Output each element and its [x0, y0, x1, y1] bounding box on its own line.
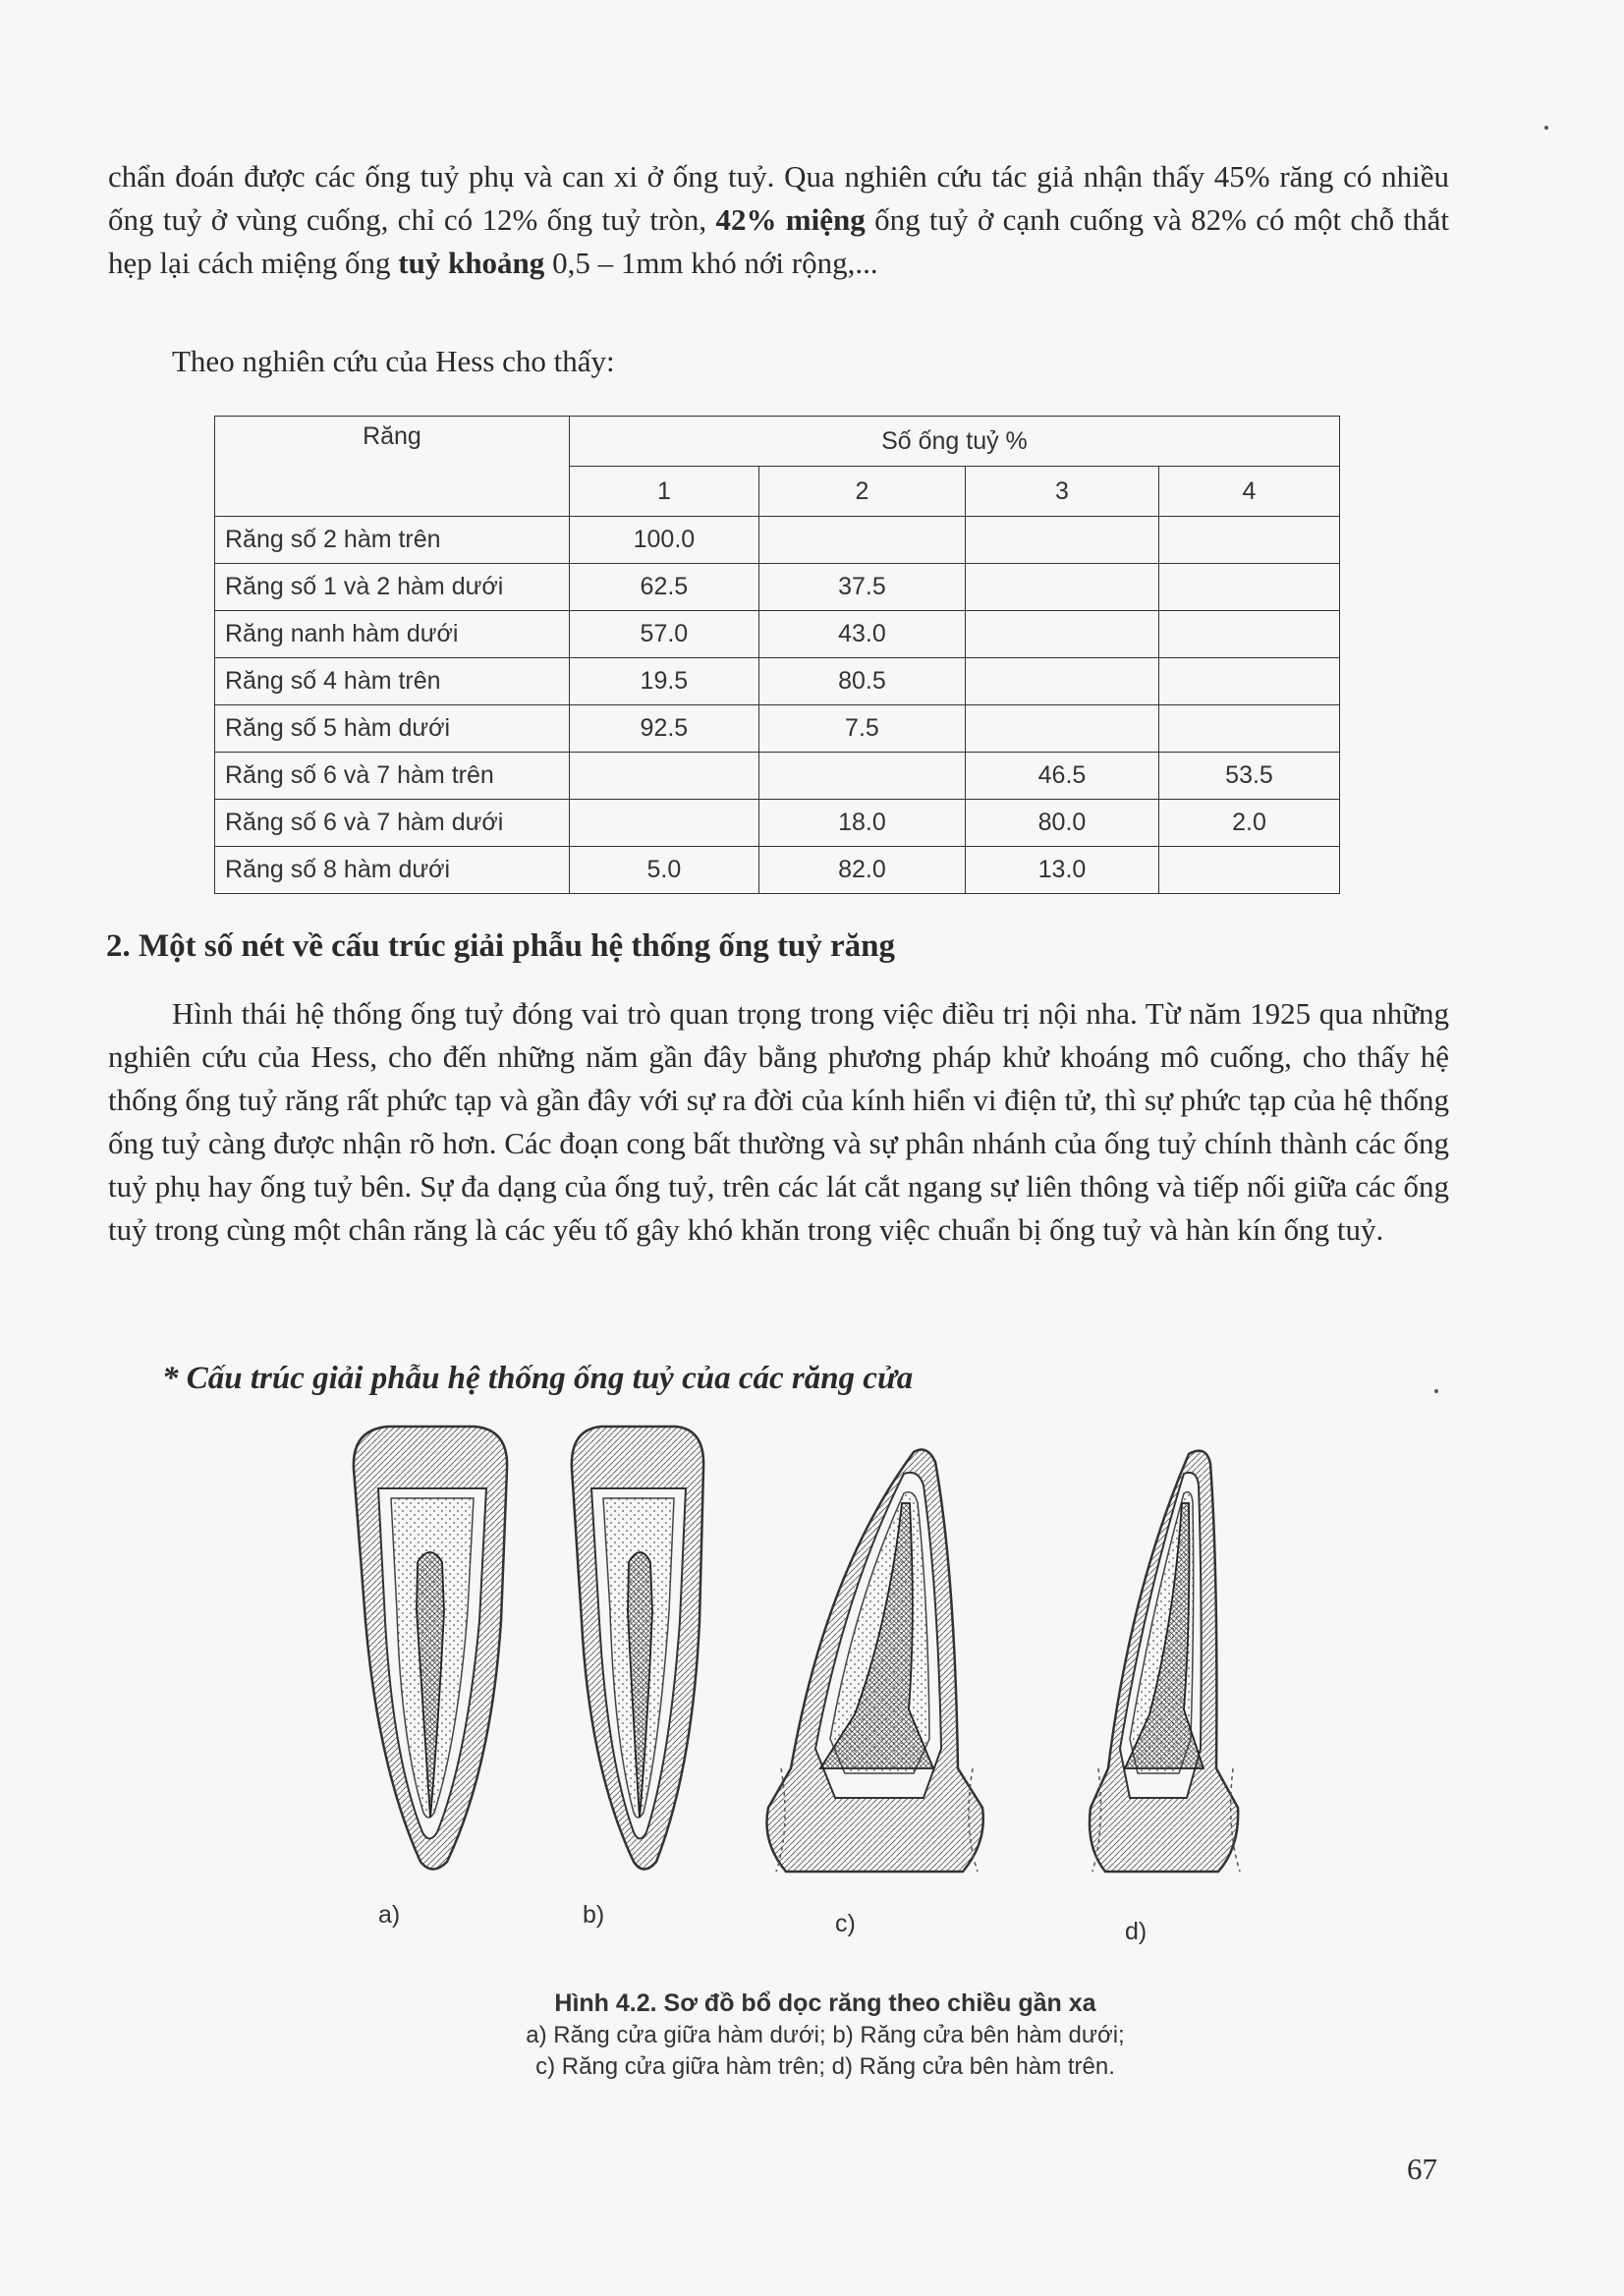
table-cell-value — [1159, 658, 1340, 705]
hess-canal-table — [214, 416, 1340, 894]
table-cell-value: 80.5 — [758, 658, 965, 705]
table-row — [215, 517, 1340, 564]
table-cell-value — [965, 564, 1158, 611]
table-subheader: 2 — [758, 467, 965, 517]
table-subheader: 4 — [1159, 467, 1340, 517]
table-cell-value: 7.5 — [758, 705, 965, 753]
table-cell-value — [1159, 611, 1340, 658]
table-row — [215, 753, 1340, 800]
table-cell-value: 53.5 — [1159, 753, 1340, 800]
table-cell-value — [569, 753, 758, 800]
table-cell-value: 2.0 — [1159, 800, 1340, 847]
table-cell-value: 57.0 — [569, 611, 758, 658]
table-cell-tooth-name: Răng số 4 hàm trên — [215, 658, 570, 705]
figure-label-b: b) — [583, 1901, 605, 1929]
table-cell-value: 13.0 — [965, 847, 1158, 894]
table-cell-value: 43.0 — [758, 611, 965, 658]
table-cell-value: 92.5 — [569, 705, 758, 753]
table-cell-value — [758, 753, 965, 800]
table-cell-value — [1159, 705, 1340, 753]
page-number: 67 — [1407, 2152, 1437, 2186]
table-cell-value — [1159, 847, 1340, 894]
table-cell-tooth-name: Răng số 8 hàm dưới — [215, 847, 570, 894]
table-cell-value — [965, 611, 1158, 658]
table-cell-value — [965, 517, 1158, 564]
table-cell-value: 62.5 — [569, 564, 758, 611]
table-cell-value: 37.5 — [758, 564, 965, 611]
table-cell-tooth-name: Răng số 5 hàm dưới — [215, 705, 570, 753]
table-cell-value — [569, 800, 758, 847]
table-row — [215, 564, 1340, 611]
table-row — [215, 611, 1340, 658]
subsection-heading: * Cấu trúc giải phẫu hệ thống ống tuỷ của các răng cửa — [162, 1361, 914, 1396]
table-cell-value: 80.0 — [965, 800, 1158, 847]
table-cell-value: 46.5 — [965, 753, 1158, 800]
paragraph-hess-intro: Theo nghiên cứu của Hess cho thấy: — [172, 344, 615, 378]
table-cell-tooth-name: Răng nanh hàm dưới — [215, 611, 570, 658]
table-cell-value: 18.0 — [758, 800, 965, 847]
table-row — [215, 658, 1340, 705]
paragraph-anatomy: Hình thái hệ thống ống tuỷ đóng vai trò quan trọng trong việc điều trị nội nha. Từ năm 1925 qua những nghiên cứu của Hess, cho đến những năm gần đây bằng phương pháp khử khoáng mô cuống, cho thấy hệ thống ống tuỷ răng rất phức tạp và gần đây với sự ra đời của kính hiển vi điện tử, thì sự phức tạp của hệ thống ống tuỷ càng được nhận rõ hơn. Các đoạn cong bất thường và sự phân nhánh của ống tuỷ chính thành các ống tuỷ phụ hay ống tuỷ bên. Sự đa dạng của ống tuỷ, trên các lát cắt ngang sự liên thông và tiếp nối giữa các ống tuỷ trong cùng một chân răng là các yếu tố gây khó khăn trong việc chuẩn bị ống tuỷ và hàn kín ống tuỷ. — [108, 996, 1449, 1247]
table-cell-value — [1159, 517, 1340, 564]
tooth-a-section — [354, 1427, 507, 1870]
table-header-canal-group: Số ống tuỷ % — [569, 417, 1339, 467]
table-subheader: 3 — [965, 467, 1158, 517]
table-row — [215, 705, 1340, 753]
paragraph-intro-text: 0,5 – 1mm khó nới rộng,... — [544, 246, 878, 280]
table-row — [215, 800, 1340, 847]
table-cell-value: 19.5 — [569, 658, 758, 705]
tooth-d-section — [1090, 1451, 1240, 1872]
table-cell-value: 82.0 — [758, 847, 965, 894]
tooth-c-section — [766, 1450, 982, 1872]
scan-speck — [1434, 1389, 1438, 1393]
table-cell-value: 5.0 — [569, 847, 758, 894]
table-cell-value — [965, 705, 1158, 753]
figure-caption-title: Hình 4.2. Sơ đồ bổ dọc răng theo chiều gần xa — [554, 1989, 1096, 2017]
figure-label-a: a) — [378, 1901, 401, 1929]
section-heading: 2. Một số nét về cấu trúc giải phẫu hệ thống ống tuỷ răng — [106, 928, 896, 964]
table-cell-value — [965, 658, 1158, 705]
figure-label-d: d) — [1125, 1918, 1148, 1945]
table-cell-tooth-name: Răng số 2 hàm trên — [215, 517, 570, 564]
paragraph-intro-bold: tuỷ khoảng — [398, 246, 545, 280]
table-cell-value — [1159, 564, 1340, 611]
table-cell-tooth-name: Răng số 6 và 7 hàm dưới — [215, 800, 570, 847]
table-cell-value — [758, 517, 965, 564]
paragraph-intro — [108, 155, 1449, 285]
paragraph-intro-text: ống tuỷ ở cạnh cuống và 82% có một chỗ thắt hẹp lại cách miệng ống — [108, 202, 1449, 280]
table-cell-tooth-name: Răng số 1 và 2 hàm dưới — [215, 564, 570, 611]
figure-caption-line: c) Răng cửa giữa hàm trên; d) Răng cửa bên hàm trên. — [535, 2053, 1115, 2080]
figure-label-c: c) — [835, 1910, 856, 1937]
paragraph-intro-text: chẩn đoán được các ống tuỷ phụ và can xi ở ống tuỷ. Qua nghiên cứu tác giả nhận thấy 45% răng có nhiều ống tuỷ ở vùng cuống, chỉ có 12% ống tuỷ tròn, — [108, 159, 1449, 237]
paragraph-intro-bold: 42% miệng — [715, 202, 866, 237]
table-header-tooth: Răng — [215, 417, 570, 517]
tooth-b-section — [572, 1427, 703, 1870]
scan-speck — [1544, 126, 1548, 130]
figure-caption-line: a) Răng cửa giữa hàm dưới; b) Răng cửa bên hàm dưới; — [526, 2022, 1125, 2048]
table-cell-tooth-name: Răng số 6 và 7 hàm trên — [215, 753, 570, 800]
table-row — [215, 847, 1340, 894]
table-cell-value: 100.0 — [569, 517, 758, 564]
table-subheader: 1 — [569, 467, 758, 517]
